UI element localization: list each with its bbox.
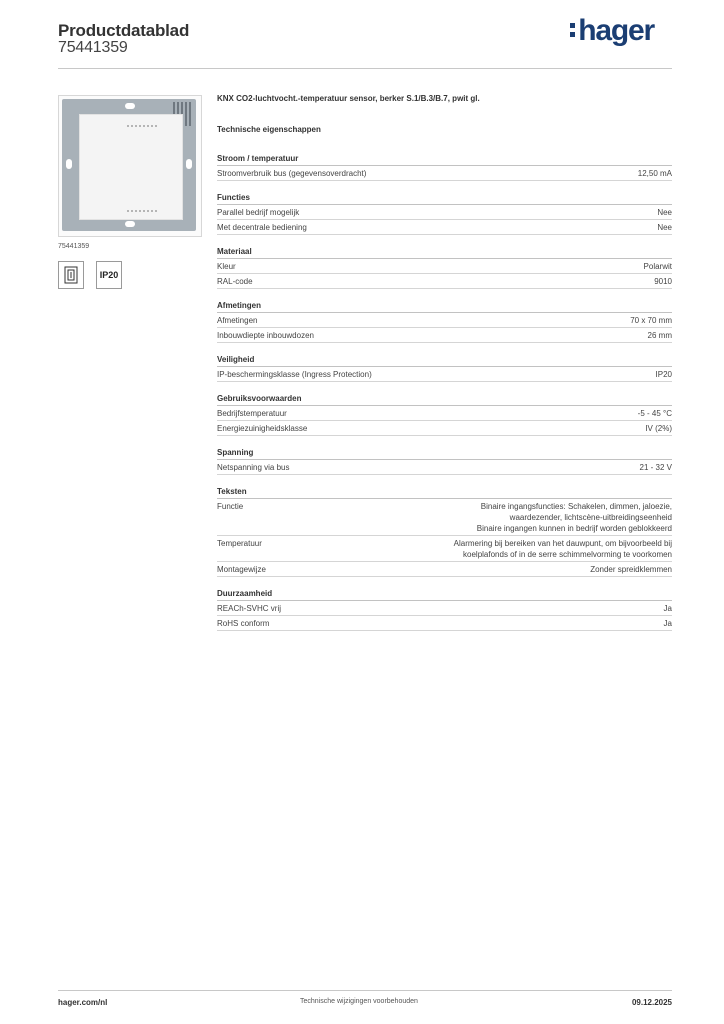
spec-value: 70 x 70 mm <box>630 316 672 325</box>
spec-value: Ja <box>663 619 672 628</box>
spec-section <box>217 447 672 475</box>
footer-disclaimer: Technische wijzigingen voorbehouden <box>300 998 418 1005</box>
spec-value: Alarmering bij bereiken van het dauwpunt, om bijvoorbeeld bij koelplafonds of in de serre schimmelvorming te voorkomen <box>453 539 672 559</box>
logo-text: hager <box>578 14 654 47</box>
spec-section <box>217 300 672 343</box>
section-heading: Duurzaamheid <box>217 588 672 601</box>
spec-row <box>217 562 672 577</box>
spec-label: Temperatuur <box>217 539 262 548</box>
footer-divider <box>58 990 672 991</box>
spec-value: -5 - 45 °C <box>637 409 672 418</box>
spec-row <box>217 220 672 235</box>
spec-row <box>217 259 672 274</box>
section-heading: Teksten <box>217 486 672 499</box>
ip-rating-label: IP20 <box>99 270 119 280</box>
spec-value: 9010 <box>654 277 672 286</box>
spec-value: IV (2%) <box>645 424 672 433</box>
frame-shape <box>62 99 196 231</box>
spec-section <box>217 192 672 235</box>
spec-sections <box>217 153 672 631</box>
spec-row <box>217 536 672 562</box>
spec-label: RoHS conform <box>217 619 270 628</box>
section-heading: Spanning <box>217 447 672 460</box>
brand-logo[interactable] <box>570 14 654 48</box>
section-heading: Afmetingen <box>217 300 672 313</box>
footer-website-link[interactable]: hager.com/nl <box>58 998 108 1007</box>
spec-row <box>217 601 672 616</box>
article-number: 75441359 <box>58 39 128 56</box>
spec-value: Nee <box>657 223 672 232</box>
sensor-plate <box>79 114 183 220</box>
spec-row <box>217 274 672 289</box>
spec-section <box>217 153 672 181</box>
spec-row <box>217 616 672 631</box>
product-title: KNX CO2-luchtvocht.-temperatuur sensor, berker S.1/B.3/B.7, pwit gl. <box>217 94 480 103</box>
ip-rating-icon <box>96 261 122 289</box>
spec-label: Energiezuinigheidsklasse <box>217 424 308 433</box>
spec-value: IP20 <box>655 370 672 379</box>
spec-value: 21 - 32 V <box>639 463 672 472</box>
spec-sheet <box>217 94 672 631</box>
section-heading: Stroom / temperatuur <box>217 153 672 166</box>
spec-section <box>217 588 672 631</box>
page-title: Productdatablad <box>58 21 190 40</box>
footer-date: 09.12.2025 <box>631 998 672 1007</box>
spec-value: 12,50 mA <box>637 169 672 178</box>
spec-row <box>217 499 672 536</box>
spec-row <box>217 460 672 475</box>
spec-row <box>217 421 672 436</box>
spec-section <box>217 393 672 436</box>
knx-device-icon <box>58 261 84 289</box>
spec-label: REACh-SVHC vrij <box>217 604 282 613</box>
section-heading: Gebruiksvoorwaarden <box>217 393 672 406</box>
logo-dots-icon <box>570 18 576 42</box>
spec-label: Kleur <box>217 262 236 271</box>
spec-row <box>217 328 672 343</box>
spec-value: Nee <box>657 208 672 217</box>
spec-section <box>217 246 672 289</box>
specs-heading: Technische eigenschappen <box>217 125 321 134</box>
section-heading: Functies <box>217 192 672 205</box>
spec-label: Afmetingen <box>217 316 258 325</box>
spec-section <box>217 486 672 577</box>
spec-value: Zonder spreidklemmen <box>590 565 672 574</box>
spec-label: Montagewijze <box>217 565 266 574</box>
section-heading: Veiligheid <box>217 354 672 367</box>
spec-label: Functie <box>217 502 244 511</box>
spec-label: RAL-code <box>217 277 253 286</box>
spec-value: Binaire ingangsfuncties: Schakelen, dimmen, jaloezie, waardezender, lichtscène-uitbreidingseenheid Binaire ingangen kunnen in bedrijf worden geblokkeerd <box>476 502 672 533</box>
spec-row <box>217 166 672 181</box>
spec-value: 26 mm <box>647 331 672 340</box>
spec-label: Met decentrale bediening <box>217 223 307 232</box>
spec-row <box>217 313 672 328</box>
spec-label: Inbouwdiepte inbouwdozen <box>217 331 314 340</box>
spec-row <box>217 205 672 220</box>
spec-value: Polarwit <box>643 262 672 271</box>
spec-row <box>217 406 672 421</box>
image-caption: 75441359 <box>58 243 90 250</box>
spec-label: Bedrijfstemperatuur <box>217 409 287 418</box>
spec-row <box>217 367 672 382</box>
header-divider <box>58 68 672 69</box>
spec-label: Stroomverbruik bus (gegevensoverdracht) <box>217 169 367 178</box>
spec-section <box>217 354 672 382</box>
product-image <box>58 95 202 237</box>
section-heading: Materiaal <box>217 246 672 259</box>
spec-label: Parallel bedrijf mogelijk <box>217 208 300 217</box>
spec-label: Netspanning via bus <box>217 463 290 472</box>
spec-value: Ja <box>663 604 672 613</box>
spec-label: IP-beschermingsklasse (Ingress Protection) <box>217 370 372 379</box>
